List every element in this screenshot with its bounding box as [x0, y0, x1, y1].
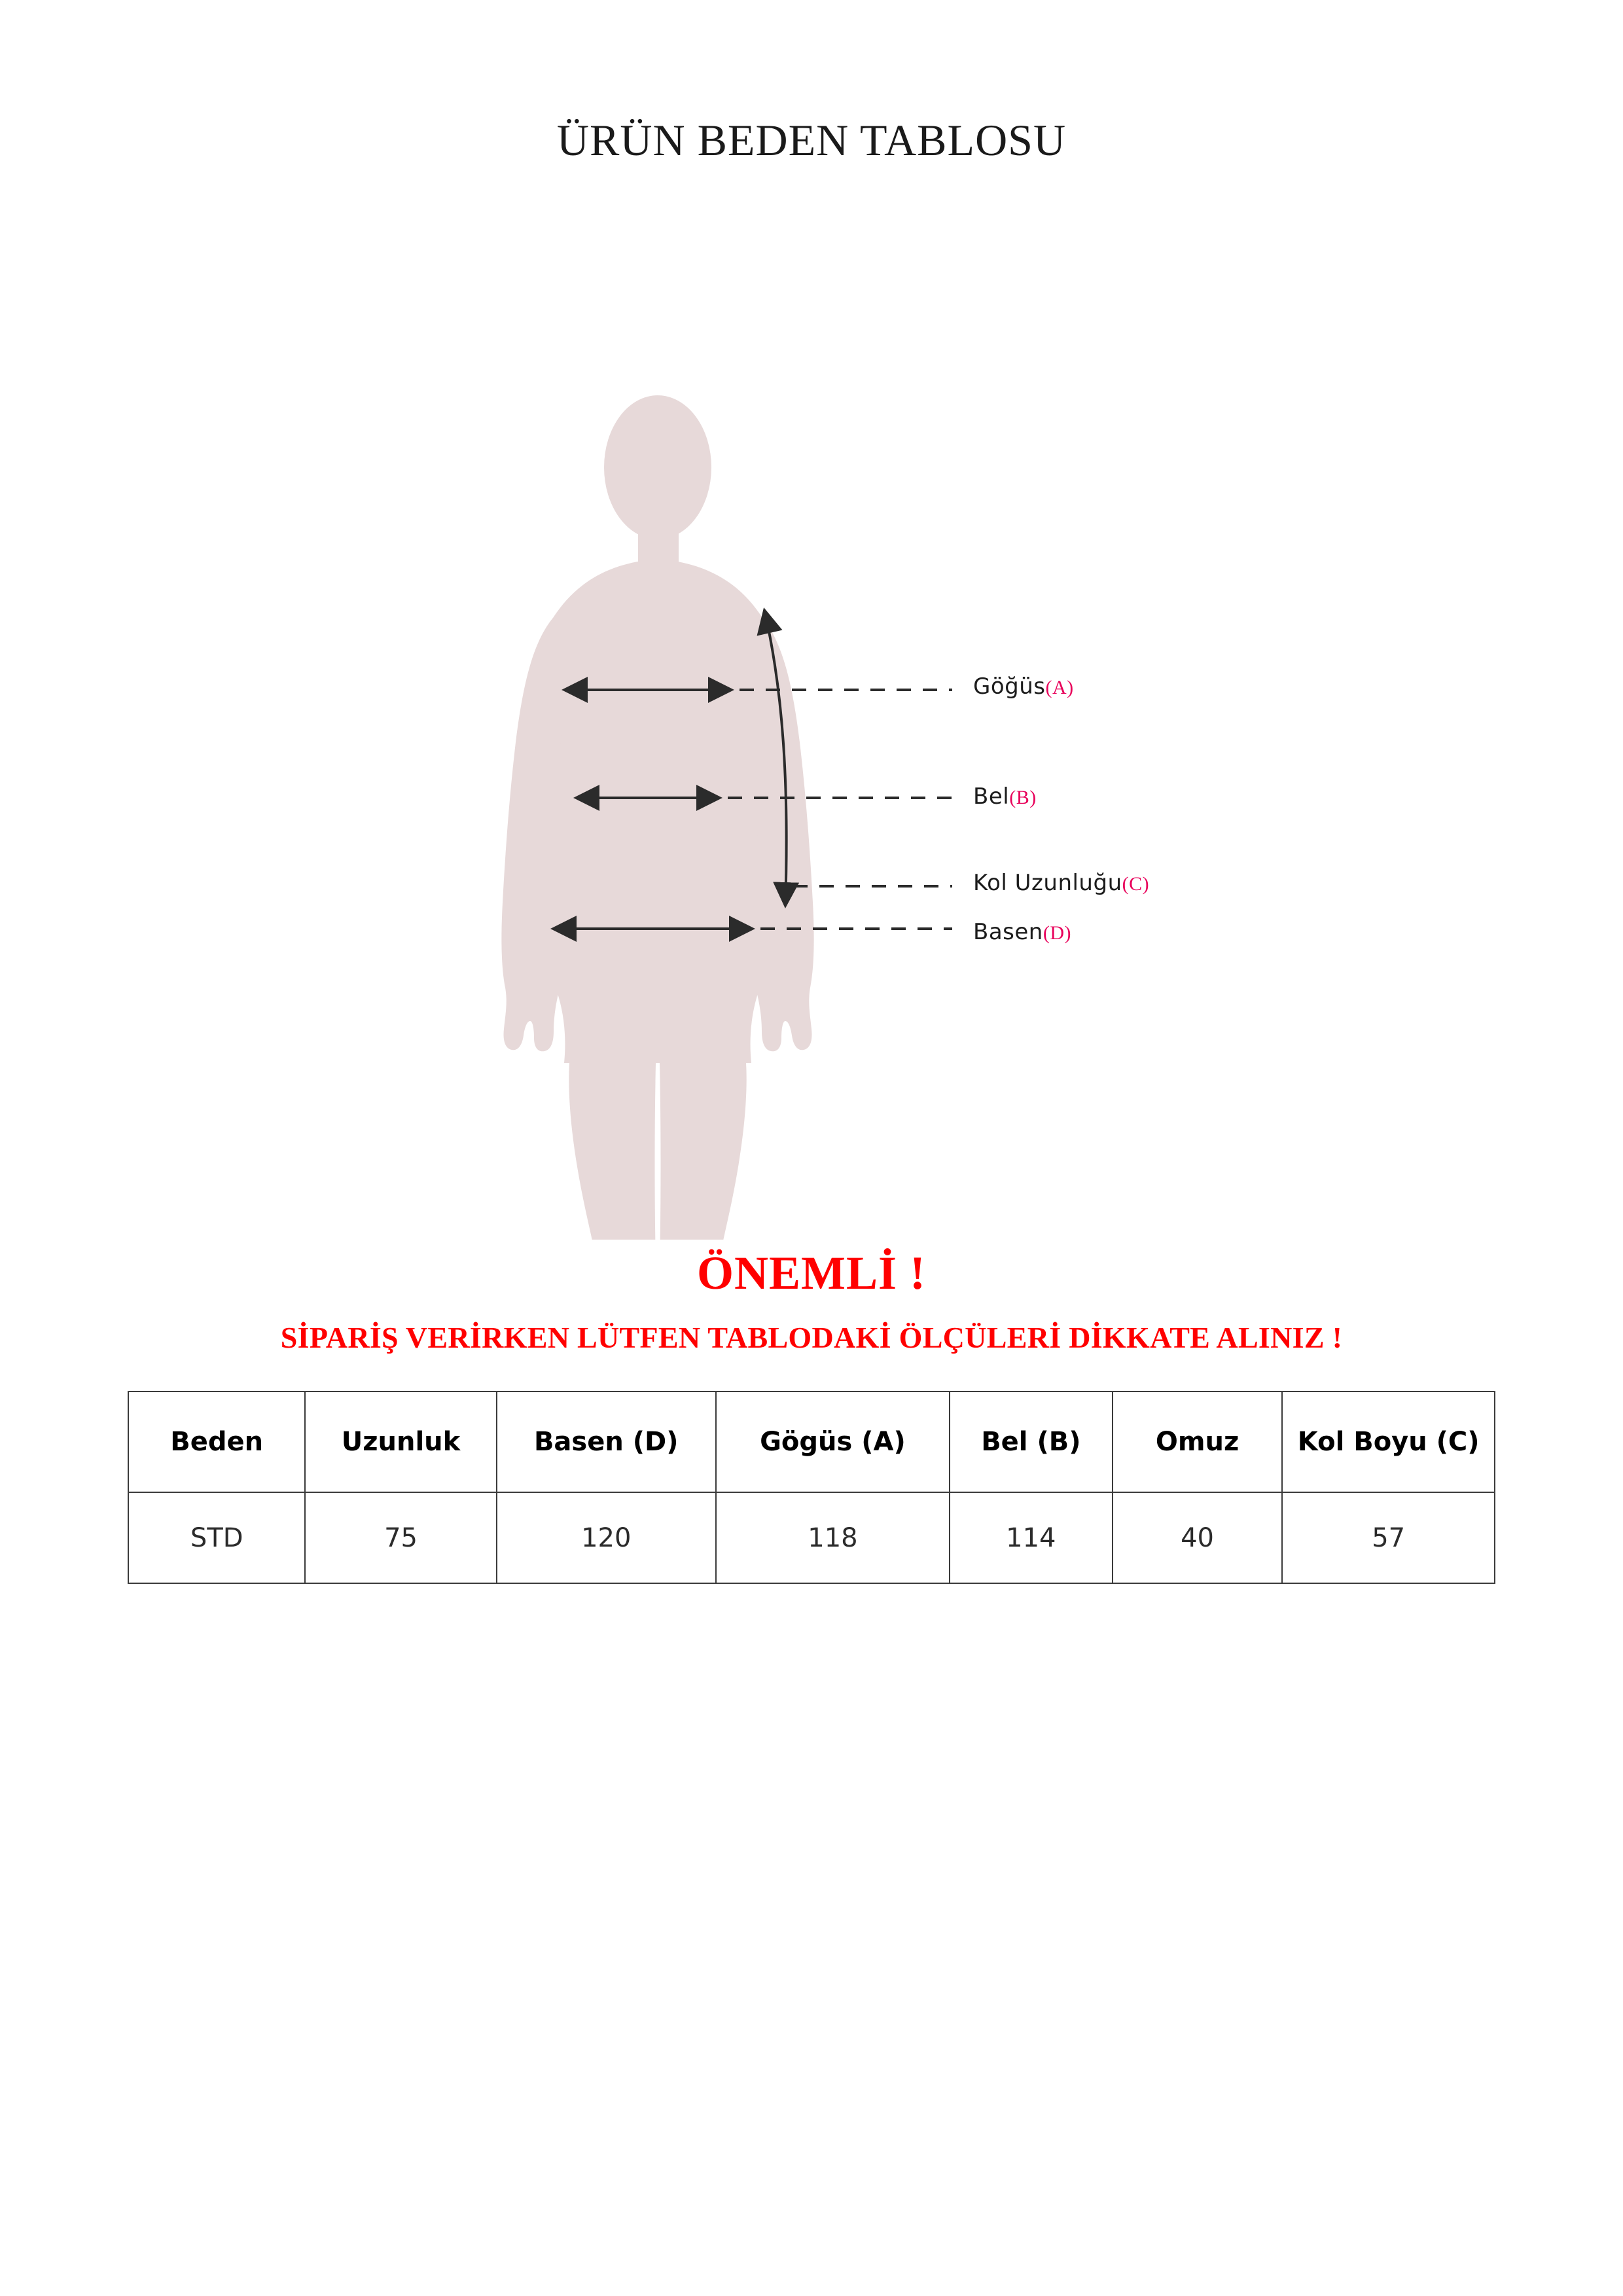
callout-waist-label: Bel: [973, 783, 1010, 810]
cell-kol-boyu: 57: [1282, 1492, 1495, 1583]
important-notice: [0, 1246, 1623, 1355]
column-header-kol-boyu: Kol Boyu (C): [1282, 1391, 1495, 1492]
cell-omuz: 40: [1113, 1492, 1283, 1583]
notice-subheading: SİPARİŞ VERİRKEN LÜTFEN TABLODAKİ ÖLÇÜLERİ DİKKATE ALINIZ !: [280, 1321, 1343, 1354]
column-header-uzunluk: Uzunluk: [305, 1391, 496, 1492]
callout-chest-tag: (A): [1045, 677, 1074, 698]
cell-gogus: 118: [716, 1492, 950, 1583]
callout-sleeve-length: [973, 870, 1149, 896]
page-title: ÜRÜN BEDEN TABLOSU: [556, 115, 1067, 165]
table-header-row: [128, 1391, 1495, 1492]
cell-uzunluk: 75: [305, 1492, 496, 1583]
cell-bel: 114: [950, 1492, 1113, 1583]
column-header-beden: Beden: [128, 1391, 305, 1492]
callout-chest: [973, 673, 1074, 700]
column-header-basen: Basen (D): [497, 1391, 716, 1492]
callout-sleeve-length-label: Kol Uzunluğu: [973, 870, 1122, 896]
callout-waist-tag: (B): [1009, 787, 1037, 808]
callout-hip-tag: (D): [1043, 922, 1071, 944]
callout-waist: [973, 783, 1037, 810]
measurement-figure: [0, 192, 1623, 1240]
callout-hip: [973, 919, 1071, 945]
callout-chest-label: Göğüs: [973, 673, 1046, 700]
callout-hip-label: Basen: [973, 919, 1043, 945]
column-header-gogus: Gögüs (A): [716, 1391, 950, 1492]
column-header-omuz: Omuz: [1113, 1391, 1283, 1492]
cell-basen: 120: [497, 1492, 716, 1583]
size-table: [128, 1391, 1495, 1584]
column-header-bel: Bel (B): [950, 1391, 1113, 1492]
table-row: [128, 1492, 1495, 1583]
callout-sleeve-length-tag: (C): [1122, 873, 1150, 895]
size-table-container: [128, 1391, 1495, 1584]
female-body-silhouette: [501, 395, 813, 1240]
body-diagram-svg: [0, 192, 1623, 1240]
cell-beden: STD: [128, 1492, 305, 1583]
notice-heading: ÖNEMLİ !: [697, 1247, 926, 1299]
